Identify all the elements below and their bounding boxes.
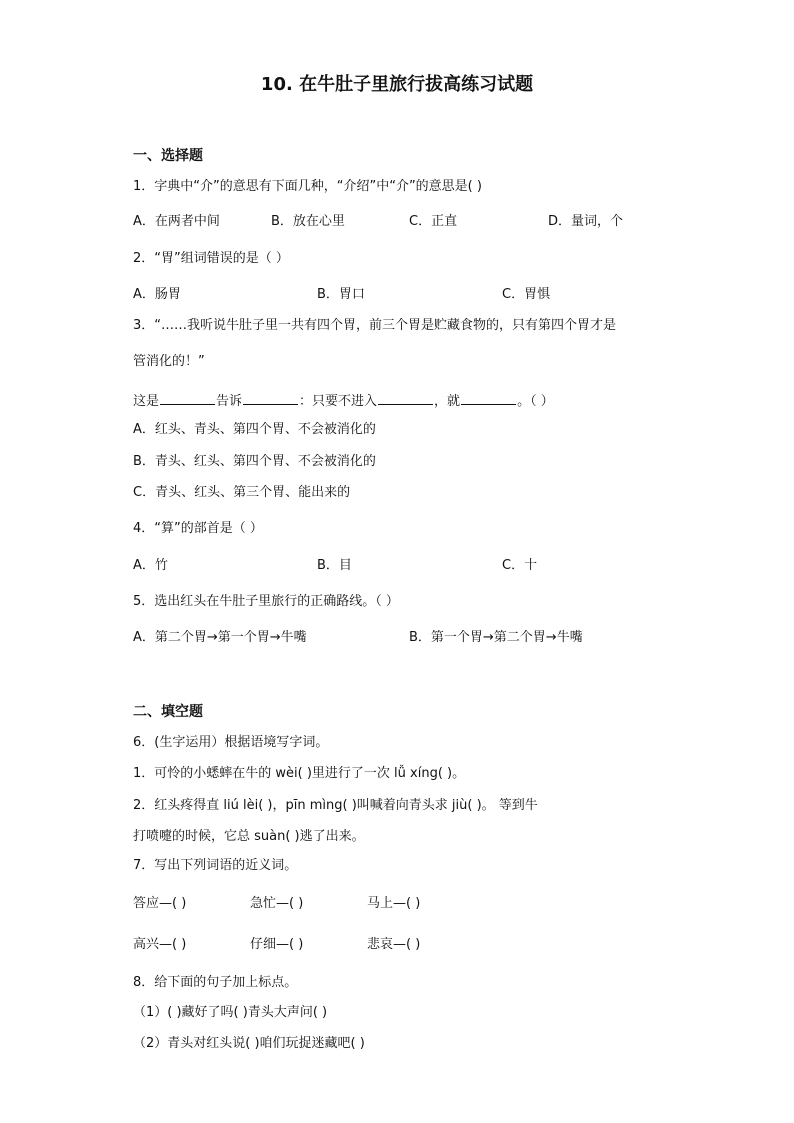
synonym-item: 答应—( ) xyxy=(133,896,187,911)
question-4-option-c: C．十 xyxy=(502,558,538,573)
question-1-option-d: D．量词，个 xyxy=(548,214,624,229)
fill-text: 告诉 xyxy=(216,394,243,409)
fill-text: ，就 xyxy=(434,394,461,409)
question-2-option-a: A．肠胃 xyxy=(133,287,181,302)
question-5-option-a: A．第二个胃→第一个胃→牛嘴 xyxy=(133,630,307,645)
fill-text: 这是 xyxy=(133,394,160,409)
question-6-line-2: 2．红头疼得直 liú lèi( )，pīn mìng( )叫喊着向青头求 jiù( )。 等到牛 xyxy=(133,798,538,813)
question-6-line-3: 打喷嚏的时候，它总 suàn( )逃了出来。 xyxy=(133,829,365,844)
question-5-stem: 5．选出红头在牛肚子里旅行的正确路线。（ ） xyxy=(133,594,399,609)
answer-blank[interactable] xyxy=(461,390,516,405)
question-2-option-b: B．胃口 xyxy=(317,287,365,302)
fill-text: 。（ ） xyxy=(517,394,554,409)
question-6-stem: 6．(生字运用）根据语境写字词。 xyxy=(133,735,329,750)
question-1-stem: 1．字典中“介”的意思有下面几种，“介绍”中“介”的意思是( ) xyxy=(133,179,482,194)
question-3-option-a: A．红头、青头、第四个胃、不会被消化的 xyxy=(133,422,376,437)
answer-blank[interactable] xyxy=(378,390,433,405)
question-3-option-c: C．青头、红头、第三个胃、能出来的 xyxy=(133,485,351,500)
question-3-fill-line xyxy=(133,390,554,411)
synonym-item: 急忙—( ) xyxy=(250,896,304,911)
synonym-item: 悲哀—( ) xyxy=(367,937,421,952)
question-7-stem: 7．写出下列词语的近义词。 xyxy=(133,858,298,873)
question-8-line-1: （1）( )藏好了吗( )青头大声问( ) xyxy=(133,1005,328,1020)
question-8-line-2: （2）青头对红头说( )咱们玩捉迷藏吧( ) xyxy=(133,1036,365,1051)
answer-blank[interactable] xyxy=(243,390,298,405)
question-1-option-b: B．放在心里 xyxy=(271,214,345,229)
question-3-option-b: B．青头、红头、第四个胃、不会被消化的 xyxy=(133,454,376,469)
fill-text: ：只要不进入 xyxy=(299,394,378,409)
question-2-stem: 2．“胃”组词错误的是（ ） xyxy=(133,251,289,266)
question-8-stem: 8．给下面的句子加上标点。 xyxy=(133,975,298,990)
question-3-stem-line-1: 3．“……我听说牛肚子里一共有四个胃，前三个胃是贮藏食物的，只有第四个胃才是 xyxy=(133,318,617,333)
section-heading-choice: 一、选择题 xyxy=(133,148,203,164)
question-4-option-b: B．目 xyxy=(317,558,352,573)
question-1-option-a: A．在两者中间 xyxy=(133,214,220,229)
question-1-option-c: C．正直 xyxy=(409,214,458,229)
question-4-option-a: A．竹 xyxy=(133,558,168,573)
question-6-line-1: 1．可怜的小蟋蟀在牛的 wèi( )里进行了一次 lǚ xíng( )。 xyxy=(133,766,466,781)
question-4-stem: 4．“算”的部首是（ ） xyxy=(133,521,263,536)
answer-blank[interactable] xyxy=(160,390,215,405)
page-title: 10. 在牛肚子里旅行拔高练习试题 xyxy=(260,74,534,95)
question-5-option-b: B．第一个胃→第二个胃→牛嘴 xyxy=(409,630,583,645)
section-heading-fill: 二、填空题 xyxy=(133,704,203,720)
question-3-stem-line-2: 管消化的！” xyxy=(133,354,205,369)
synonym-item: 马上—( ) xyxy=(367,896,421,911)
question-2-option-c: C．胃惧 xyxy=(502,287,551,302)
synonym-item: 仔细—( ) xyxy=(250,937,304,952)
synonym-item: 高兴—( ) xyxy=(133,937,187,952)
